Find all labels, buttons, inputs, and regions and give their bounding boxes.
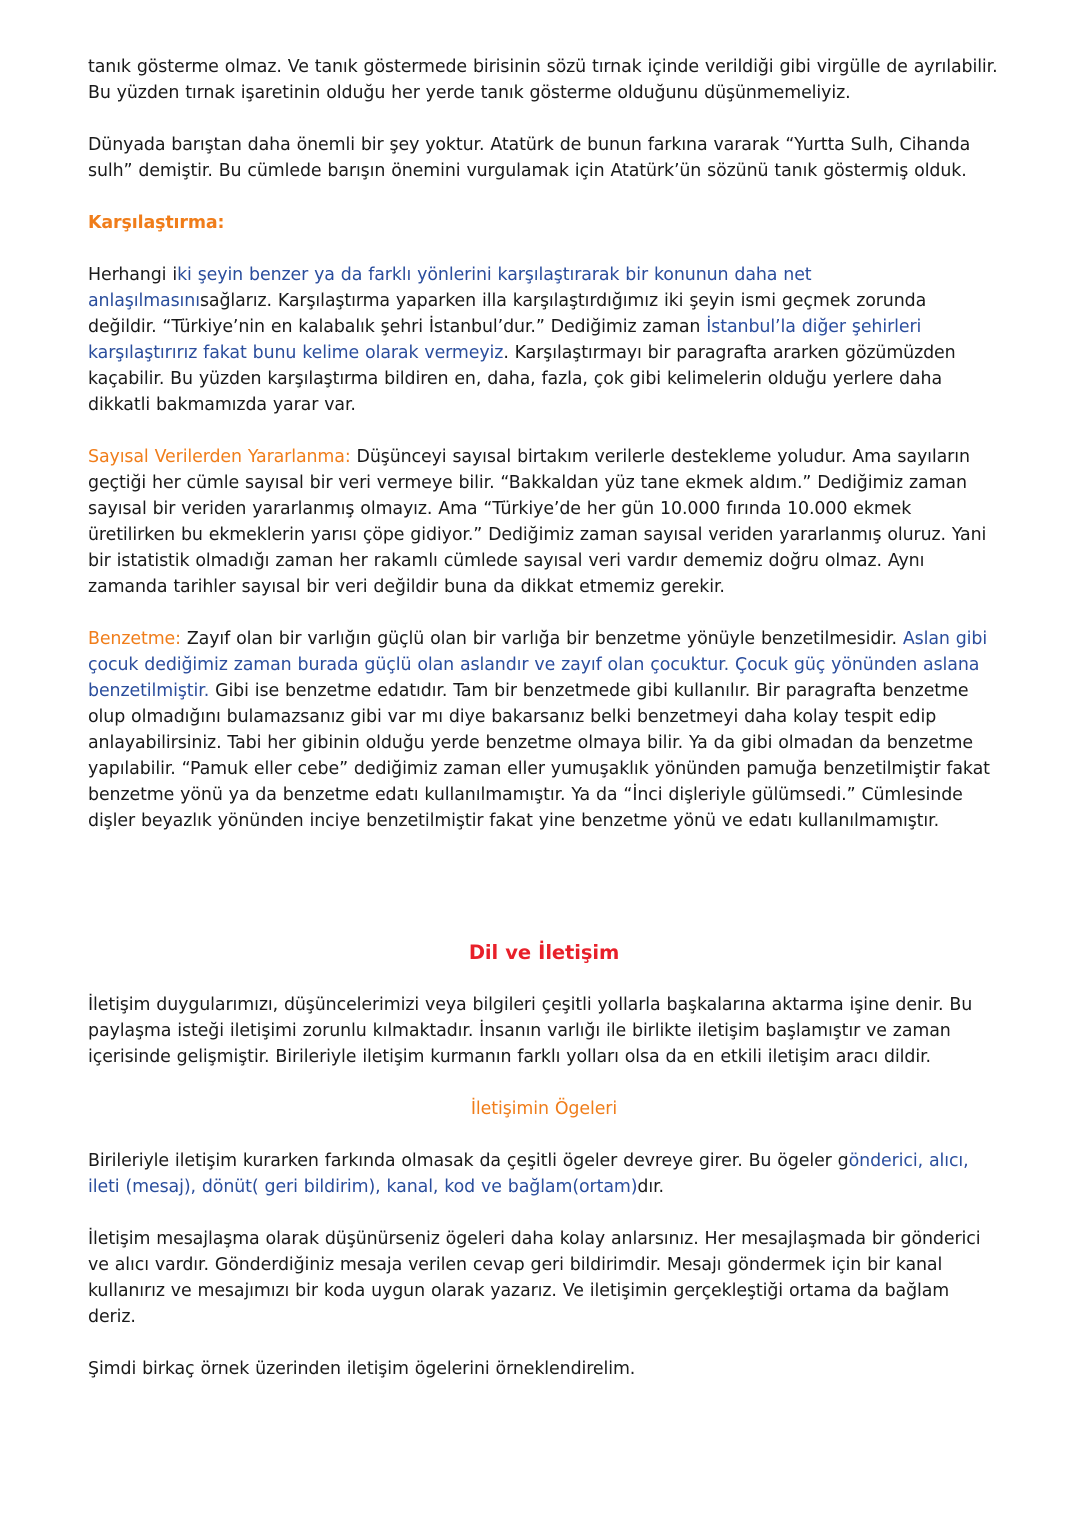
benzetme-highlight: Aslan gibi çocuk dediğimiz zaman burada güçlü olan aslandır ve zayıf olan çocuktur. Çocuk güç yönünden aslana benzetilmiştir. [88,629,988,701]
benzetme-paragraph [88,626,1000,834]
karsilastirma-text-3: . Karşılaştırmayı bir paragrafta ararken gözümüzden kaçabilir. Bu yüzden karşılaştırma bildiren en, daha, fazla, çok gibi kelimelerin olduğu yerlere daha dikkatli bakmamızda yarar var. [88,343,956,415]
karsilastirma-text-2: sağlarız. Karşılaştırma yaparken illa karşılaştırdığımız iki şeyin ismi geçmek zorunda değildir. “Türkiye’nin en kalabalık şehri İstanbul’dur.” Dediğimiz zaman [88,291,927,337]
ogeler-highlight: önderici, alıcı, ileti (mesaj), dönüt( geri bildirim), kanal, kod ve bağlam(ortam) [88,1151,969,1197]
sayisal-label: Sayısal Verilerden Yararlanma: [88,447,351,467]
iletisim-paragraph-4: Şimdi birkaç örnek üzerinden iletişim ögelerini örneklendirelim. [88,1359,636,1379]
ogeler-text-2: dır. [637,1177,664,1197]
benzetme-text-2: Gibi ise benzetme edatıdır. Tam bir benzetmede gibi kullanılır. Bir paragrafta benzetme olup olmadığını bulamazsanız gibi var mı diye bakarsanız belki benzetmeyi daha kolay tespit edip anlayabilirsiniz. Tabi her gibinin olduğu yerde benzetme olmaya bilir. Ya da gibi olmadan da benzetme yapılabilir. “Pamuk eller cebe” dediğimiz zaman eller yumuşaklık yönünden pamuğa benzetilmiştir fakat benzetme yönü ya da benzetme edatı kullanılmamıştır. Ya da “İnci dişleriyle gülümsedi.” Cümlesinde dişler beyazlık yönünden inciye benzetilmiştir fakat yine benzetme yönü ve edatı kullanılmamıştır. [88,681,990,831]
karsilastirma-highlight-2: İstanbul’la diğer şehirleri karşılaştırırız fakat bunu kelime olarak vermeyiz [88,317,922,363]
benzetme-text-1: Zayıf olan bir varlığın güçlü olan bir varlığa bir benzetme yönüyle benzetilmesidir. [180,629,903,649]
iletisim-paragraph-3: İletişim mesajlaşma olarak düşünürseniz ögeleri daha kolay anlarsınız. Her mesajlaşmada bir gönderici ve alıcı vardır. Gönderdiğiniz mesaja verilen cevap geri bildirimdir. Mesajı göndermek için bir kanal kullanırız ve mesajımızı bir koda uygun olarak yazarız. Ve iletişimin gerçekleştiği ortama da bağlam deriz. [88,1229,981,1327]
sayisal-paragraph [88,444,1000,600]
karsilastirma-text-1: Herhangi i [88,265,178,285]
section-title: Dil ve İletişim [468,941,620,964]
tanik-paragraph-1: tanık gösterme olmaz. Ve tanık göstermede birisinin sözü tırnak içinde verildiği gibi virgülle de ayrılabilir. Bu yüzden tırnak işaretinin olduğu her yerde tanık gösterme olduğunu düşünmemeliyiz. [88,57,998,103]
karsilastirma-paragraph [88,262,1000,418]
karsilastirma-heading: Karşılaştırma: [88,213,225,233]
tanik-paragraph-2: Dünyada barıştan daha önemli bir şey yoktur. Atatürk de bunun farkına vararak “Yurtta Sulh, Cihanda sulh” demiştir. Bu cümlede barışın önemini vurgulamak için Atatürk’ün sözünü tanık göstermiş olduk. [88,135,971,181]
sayisal-text: Düşünceyi sayısal birtakım verilerle destekleme yoludur. Ama sayıların geçtiği her cümle sayısal bir veri vermeye bilir. “Bakkaldan yüz tane ekmek aldım.” Dediğimiz zaman sayısal bir veriden yararlanmış olmayız. Ama “Türkiye’de her gün 10.000 fırında 10.000 ekmek üretilirken bu ekmeklerin yarısı çöpe gidiyor.” Dediğimiz zaman sayısal veriden yararlanmış oluruz. Yani bir istatistik olmadığı zaman her rakamlı cümlede sayısal veri vardır dememiz doğru olmaz. Aynı zamanda tarihler sayısal bir veri değildir buna da dikkat etmemiz gerekir. [88,447,987,597]
section-subtitle: İletişimin Ögeleri [470,1099,618,1119]
benzetme-label: Benzetme: [88,629,181,649]
ogeler-paragraph [88,1148,1000,1200]
iletisim-paragraph-1: İletişim duygularımızı, düşüncelerimizi veya bilgileri çeşitli yollarla başkalarına aktarma işine denir. Bu paylaşma isteği iletişimi zorunlu kılmaktadır. İnsanın varlığı ile birlikte iletişim başlamıştır ve zaman içerisinde gelişmiştir. Birileriyle iletişim kurmanın farklı yolları olsa da en etkili iletişim aracı dildir. [88,995,973,1067]
ogeler-text-1: Birileriyle iletişim kurarken farkında olmasak da çeşitli ögeler devreye girer. Bu ögeler g [88,1151,849,1171]
karsilastirma-highlight-1: ki şeyin benzer ya da farklı yönlerini karşılaştırarak bir konunun daha net anlaşılmasını [88,265,812,311]
